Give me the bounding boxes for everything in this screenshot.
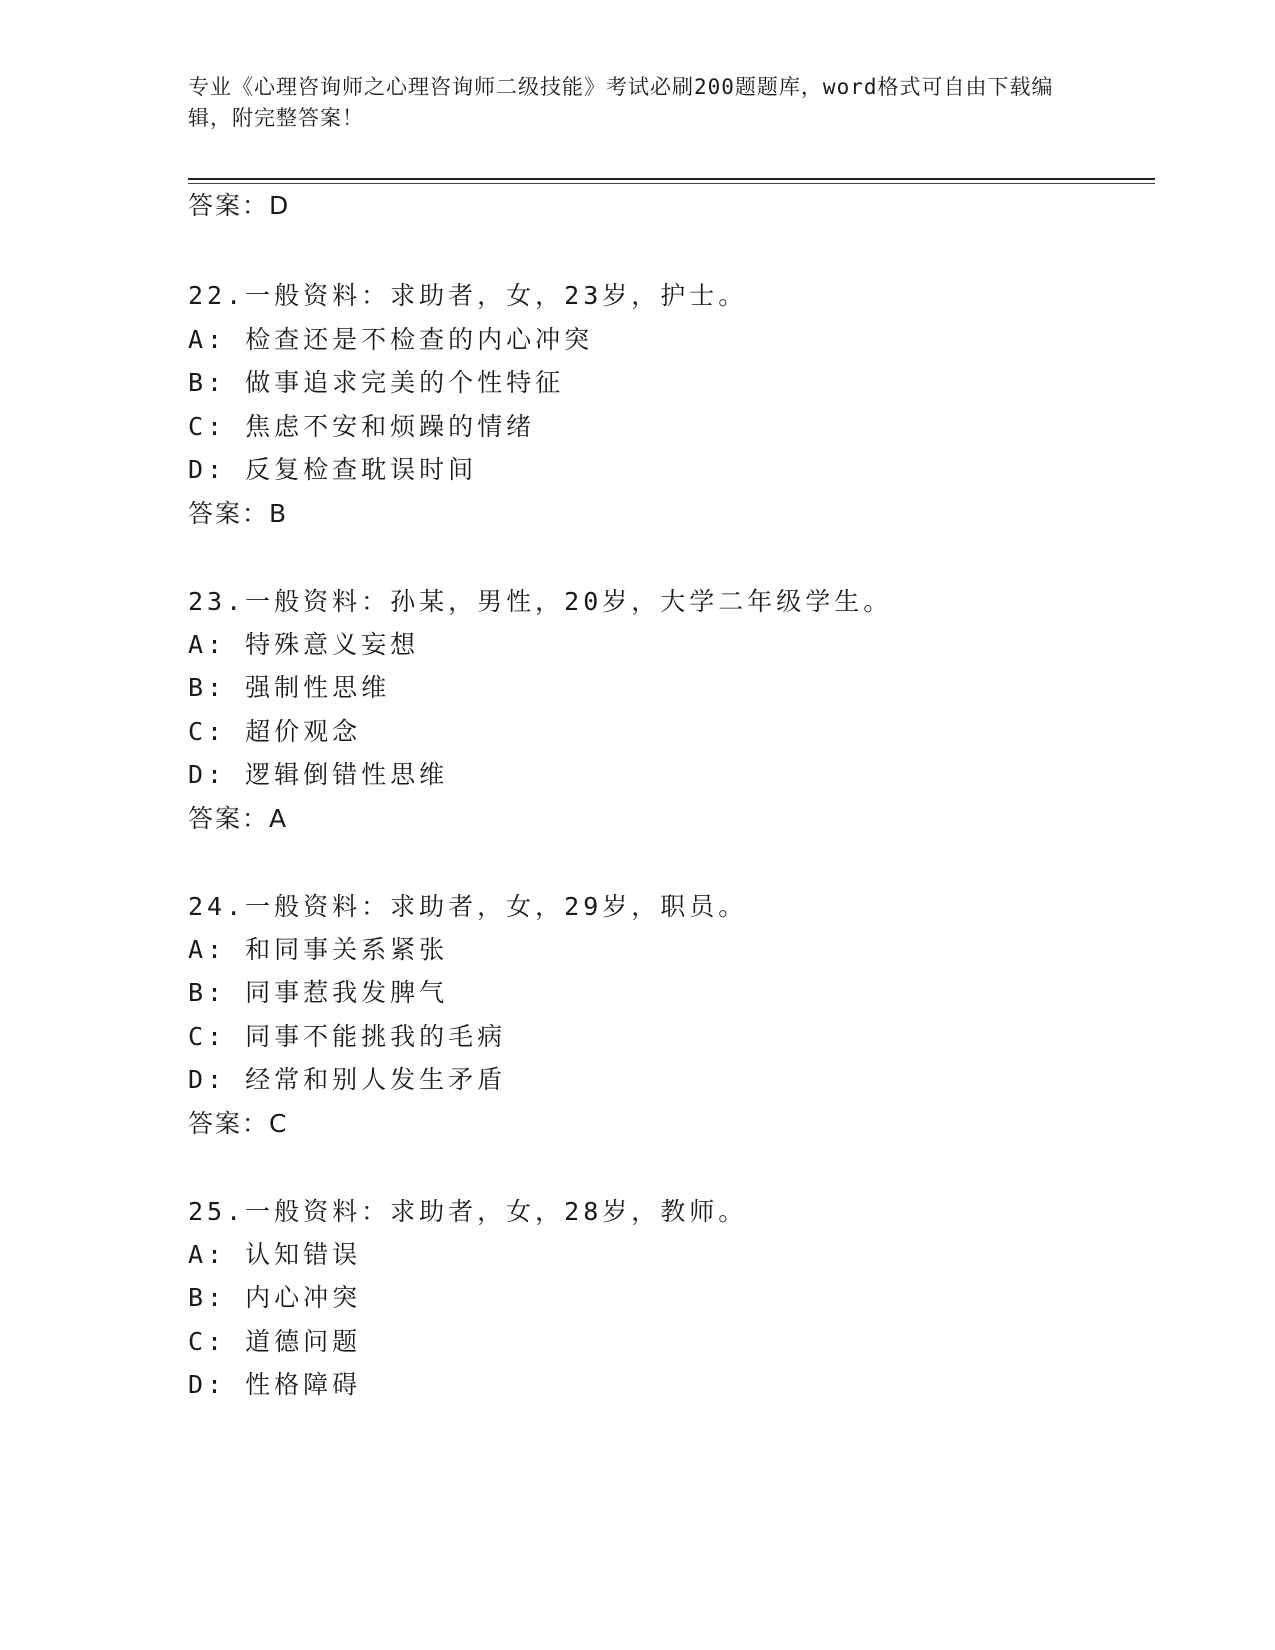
answer-22: 答案：B xyxy=(188,499,289,528)
question-23-option-a: A: 特殊意义妄想 xyxy=(188,630,420,659)
question-24-stem: 24.一般资料：求助者，女，29岁，职员。 xyxy=(188,892,748,921)
question-22-option-b: B: 做事追求完美的个性特征 xyxy=(188,368,565,397)
header-divider-thick xyxy=(188,178,1155,180)
question-24-option-d: D: 经常和别人发生矛盾 xyxy=(188,1065,507,1094)
question-23-option-b: B: 强制性思维 xyxy=(188,673,391,702)
question-24-option-b: B: 同事惹我发脾气 xyxy=(188,978,449,1007)
question-22-option-c: C: 焦虑不安和烦躁的情绪 xyxy=(188,412,536,441)
question-23-option-c: C: 超价观念 xyxy=(188,717,362,746)
question-22-stem: 22.一般资料：求助者，女，23岁，护士。 xyxy=(188,281,748,310)
answer-21: 答案：D xyxy=(188,191,291,220)
answer-23: 答案：A xyxy=(188,804,289,833)
question-23-option-d: D: 逻辑倒错性思维 xyxy=(188,760,449,789)
question-25-option-d: D: 性格障碍 xyxy=(188,1370,362,1399)
question-23-stem: 23.一般资料：孙某，男性，20岁，大学二年级学生。 xyxy=(188,587,893,616)
document-header: 专业《心理咨询师之心理咨询师二级技能》考试必刷200题题库，word格式可自由下载编辑，附完整答案！ xyxy=(188,75,1054,130)
header-divider-thin xyxy=(188,183,1155,184)
question-22-option-d: D: 反复检查耽误时间 xyxy=(188,455,478,484)
question-22-option-a: A: 检查还是不检查的内心冲突 xyxy=(188,325,594,354)
question-25-option-c: C: 道德问题 xyxy=(188,1327,362,1356)
question-24-option-c: C: 同事不能挑我的毛病 xyxy=(188,1022,507,1051)
question-25-option-a: A: 认知错误 xyxy=(188,1240,362,1269)
question-25-stem: 25.一般资料：求助者，女，28岁，教师。 xyxy=(188,1197,748,1226)
answer-24: 答案：C xyxy=(188,1109,289,1138)
question-25-option-b: B: 内心冲突 xyxy=(188,1283,362,1312)
question-24-option-a: A: 和同事关系紧张 xyxy=(188,935,449,964)
